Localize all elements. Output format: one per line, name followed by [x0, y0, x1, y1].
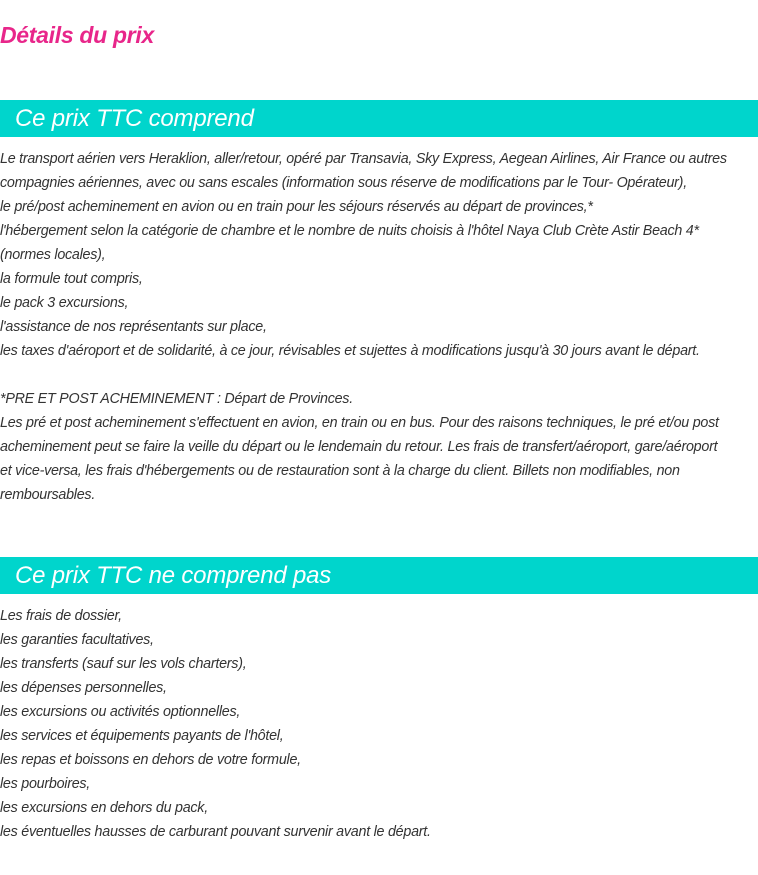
excluded-line: les dépenses personnelles, — [0, 680, 167, 696]
excluded-line: les transferts (sauf sur les vols charters), — [0, 656, 247, 672]
excluded-list — [0, 604, 758, 844]
included-section-heading: Ce prix TTC comprend — [0, 100, 758, 137]
included-line: le pré/post acheminement en avion ou en train pour les séjours réservés au départ de provinces,* — [0, 199, 593, 215]
included-line: (normes locales), — [0, 247, 106, 263]
excluded-line: les repas et boissons en dehors de votre formule, — [0, 752, 301, 768]
pre-post-note-line: remboursables. — [0, 487, 96, 503]
excluded-line: les excursions en dehors du pack, — [0, 800, 208, 816]
included-line: Le transport aérien vers Heraklion, aller/retour, opéré par Transavia, Sky Express, Aegean Airlines, Air France ou autres — [0, 151, 727, 167]
page-title: Détails du prix — [0, 22, 154, 48]
included-list — [0, 147, 758, 363]
pre-post-note-line: et vice-versa, les frais d'hébergements ou de restauration sont à la charge du client. Billets non modifiables, non — [0, 463, 680, 479]
excluded-line: les éventuelles hausses de carburant pouvant survenir avant le départ. — [0, 824, 431, 840]
included-line: les taxes d'aéroport et de solidarité, à ce jour, révisables et sujettes à modifications jusqu'à 30 jours avant le départ. — [0, 343, 700, 359]
pre-post-note-title: *PRE ET POST ACHEMINEMENT : Départ de Provinces. — [0, 391, 353, 407]
pre-post-note — [0, 387, 758, 507]
excluded-line: les services et équipements payants de l'hôtel, — [0, 728, 284, 744]
excluded-line: les excursions ou activités optionnelles, — [0, 704, 241, 720]
included-line: l'hébergement selon la catégorie de chambre et le nombre de nuits choisis à l'hôtel Naya Club Crète Astir Beach 4* — [0, 223, 699, 239]
included-line: l'assistance de nos représentants sur place, — [0, 319, 267, 335]
pre-post-note-line: Les pré et post acheminement s'effectuent en avion, en train ou en bus. Pour des raisons techniques, le pré et/ou post — [0, 415, 719, 431]
excluded-line: les garanties facultatives, — [0, 632, 154, 648]
excluded-section-heading: Ce prix TTC ne comprend pas — [0, 557, 758, 594]
excluded-line: les pourboires, — [0, 776, 91, 792]
excluded-line: Les frais de dossier, — [0, 608, 122, 624]
pre-post-note-line: acheminement peut se faire la veille du départ ou le lendemain du retour. Les frais de transfert/aéroport, gare/aéroport — [0, 439, 718, 455]
included-line: compagnies aériennes, avec ou sans escales (information sous réserve de modifications par le Tour- Opérateur), — [0, 175, 687, 191]
included-line: la formule tout compris, — [0, 271, 143, 287]
included-line: le pack 3 excursions, — [0, 295, 129, 311]
